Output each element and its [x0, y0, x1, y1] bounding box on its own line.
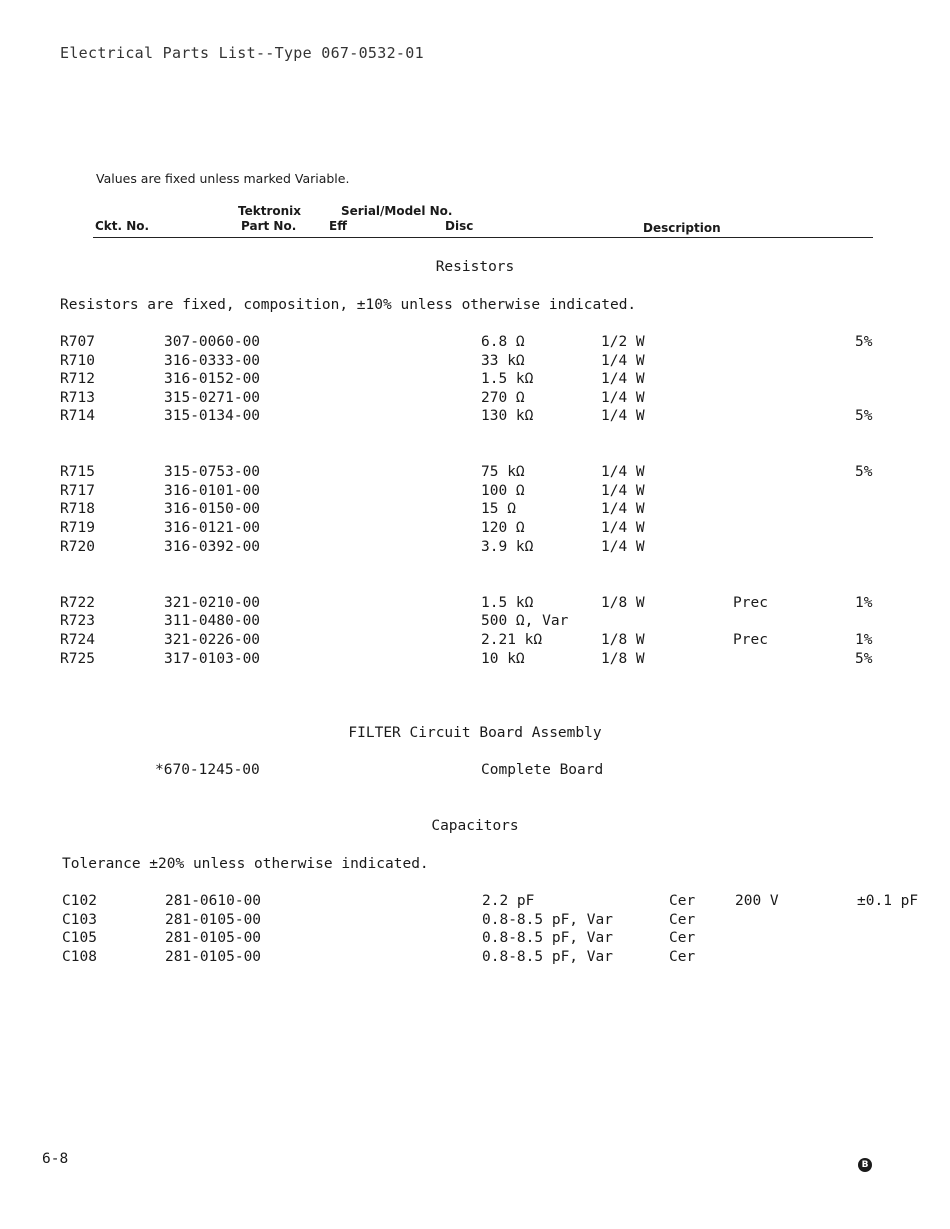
table-row [0, 464, 950, 483]
part-number: 281-0105-00 [165, 912, 262, 928]
power-rating: 1/4 W [601, 371, 645, 387]
filter-part-number: *670-1245-00 [155, 762, 260, 778]
part-number: 281-0105-00 [165, 930, 262, 946]
ckt-number: R715 [60, 464, 95, 480]
power-rating: 1/8 W [601, 632, 645, 648]
part-number: 316-0150-00 [164, 501, 261, 517]
page-number: 6-8 [42, 1151, 69, 1167]
table-row [0, 651, 950, 670]
table-row [0, 390, 950, 409]
part-number: 281-0105-00 [165, 949, 262, 965]
ckt-number: R725 [60, 651, 95, 667]
header-disc: Disc [445, 219, 474, 233]
power-rating: 1/4 W [601, 539, 645, 555]
part-number: 316-0333-00 [164, 353, 261, 369]
ckt-number: R722 [60, 595, 95, 611]
value: 2.2 pF [482, 893, 535, 909]
power-rating: 1/4 W [601, 501, 645, 517]
resistor-type: Prec [733, 632, 768, 648]
header-eff: Eff [329, 219, 347, 233]
ckt-number: R712 [60, 371, 95, 387]
ckt-number: R717 [60, 483, 95, 499]
value: 100 Ω [481, 483, 525, 499]
material: Cer [669, 949, 696, 965]
value: 2.21 kΩ [481, 632, 543, 648]
value: 1.5 kΩ [481, 371, 534, 387]
tolerance: 5% [855, 408, 873, 424]
table-row [0, 353, 950, 372]
value: 0.8-8.5 pF, Var [482, 930, 613, 946]
power-rating: 1/8 W [601, 595, 645, 611]
ckt-number: C103 [62, 912, 97, 928]
part-number: 321-0226-00 [164, 632, 261, 648]
capacitors-note: Tolerance ±20% unless otherwise indicated. [62, 856, 429, 872]
power-rating: 1/4 W [601, 483, 645, 499]
part-number: 307-0060-00 [164, 334, 261, 350]
material: Cer [669, 912, 696, 928]
table-row [0, 371, 950, 390]
part-number: 311-0480-00 [164, 613, 261, 629]
table-row [0, 613, 950, 632]
power-rating: 1/4 W [601, 520, 645, 536]
table-row [0, 930, 950, 949]
table-row [0, 334, 950, 353]
value: 500 Ω, Var [481, 613, 569, 629]
header-description: Description [643, 221, 721, 235]
part-number: 281-0610-00 [165, 893, 262, 909]
table-row [0, 408, 950, 427]
document-title: Electrical Parts List--Type 067-0532-01 [60, 44, 424, 62]
power-rating: 1/4 W [601, 408, 645, 424]
table-row [0, 520, 950, 539]
ckt-number: C108 [62, 949, 97, 965]
ckt-number: R707 [60, 334, 95, 350]
table-row [0, 893, 950, 912]
values-note: Values are fixed unless marked Variable. [96, 171, 350, 186]
ckt-number: R714 [60, 408, 95, 424]
value: 0.8-8.5 pF, Var [482, 949, 613, 965]
part-number: 315-0753-00 [164, 464, 261, 480]
header-rule [93, 237, 873, 238]
tolerance: 1% [855, 632, 873, 648]
capacitors-heading: Capacitors [431, 818, 519, 834]
part-number: 315-0271-00 [164, 390, 261, 406]
resistor-type: Prec [733, 595, 768, 611]
tolerance: 5% [855, 334, 873, 350]
ckt-number: C105 [62, 930, 97, 946]
ckt-number: R723 [60, 613, 95, 629]
value: 75 kΩ [481, 464, 525, 480]
tolerance: 5% [855, 651, 873, 667]
value: 33 kΩ [481, 353, 525, 369]
filter-description: Complete Board [481, 762, 604, 778]
resistors-heading: Resistors [435, 259, 515, 275]
table-row [0, 539, 950, 558]
part-number: 316-0121-00 [164, 520, 261, 536]
table-row [0, 501, 950, 520]
tolerance: ±0.1 pF [857, 893, 919, 909]
table-row [0, 912, 950, 931]
table-row [0, 632, 950, 651]
voltage-rating: 200 V [735, 893, 779, 909]
header-tektronix: Tektronix [238, 204, 302, 218]
part-number: 316-0152-00 [164, 371, 261, 387]
value: 130 kΩ [481, 408, 534, 424]
tolerance: 1% [855, 595, 873, 611]
table-row [0, 595, 950, 614]
part-number: 316-0101-00 [164, 483, 261, 499]
part-number: 321-0210-00 [164, 595, 261, 611]
table-row [0, 483, 950, 502]
part-number: 317-0103-00 [164, 651, 261, 667]
table-row [0, 949, 950, 968]
ckt-number: C102 [62, 893, 97, 909]
material: Cer [669, 930, 696, 946]
material: Cer [669, 893, 696, 909]
ckt-number: R713 [60, 390, 95, 406]
power-rating: 1/4 W [601, 390, 645, 406]
value: 1.5 kΩ [481, 595, 534, 611]
value: 120 Ω [481, 520, 525, 536]
header-serial-model: Serial/Model No. [341, 204, 453, 218]
resistors-note: Resistors are fixed, composition, ±10% unless otherwise indicated. [60, 297, 637, 313]
ckt-number: R710 [60, 353, 95, 369]
value: 0.8-8.5 pF, Var [482, 912, 613, 928]
part-number: 315-0134-00 [164, 408, 261, 424]
ckt-number: R719 [60, 520, 95, 536]
filter-heading: FILTER Circuit Board Assembly [348, 725, 602, 741]
revision-mark-icon: B [858, 1158, 872, 1172]
power-rating: 1/8 W [601, 651, 645, 667]
part-number: 316-0392-00 [164, 539, 261, 555]
header-ckt-no: Ckt. No. [95, 219, 150, 233]
value: 15 Ω [481, 501, 516, 517]
tolerance: 5% [855, 464, 873, 480]
power-rating: 1/4 W [601, 464, 645, 480]
power-rating: 1/2 W [601, 334, 645, 350]
value: 6.8 Ω [481, 334, 525, 350]
header-part-no: Part No. [241, 219, 297, 233]
value: 10 kΩ [481, 651, 525, 667]
ckt-number: R720 [60, 539, 95, 555]
ckt-number: R724 [60, 632, 95, 648]
ckt-number: R718 [60, 501, 95, 517]
value: 3.9 kΩ [481, 539, 534, 555]
power-rating: 1/4 W [601, 353, 645, 369]
value: 270 Ω [481, 390, 525, 406]
